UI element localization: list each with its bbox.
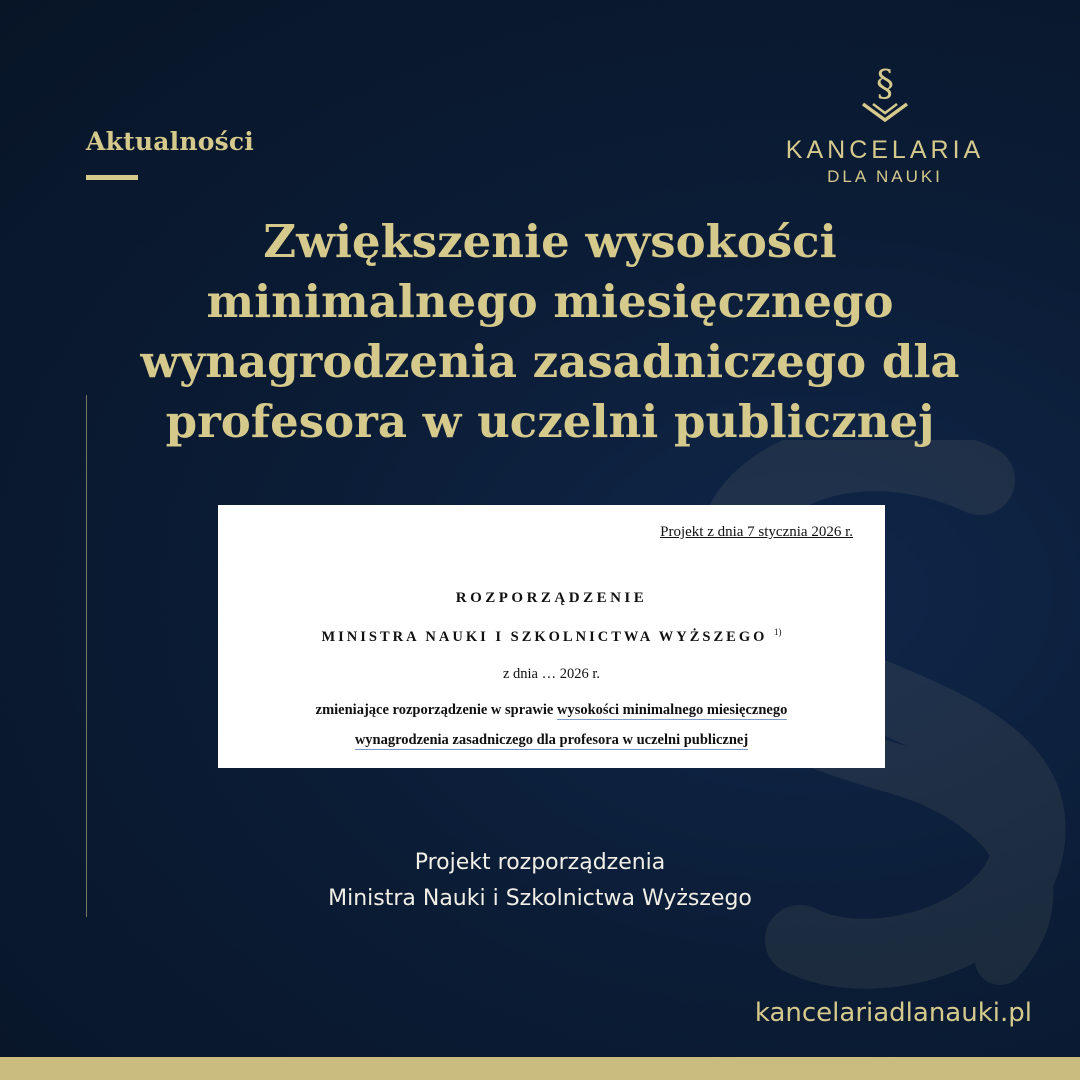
document-subject-line-2 xyxy=(218,732,885,749)
logo-subtitle: DLA NAUKI xyxy=(827,167,943,186)
headline xyxy=(100,212,1000,452)
document-draft-date: Projekt z dnia 7 stycznia 2026 r. xyxy=(660,524,853,540)
subtitle xyxy=(0,845,1080,917)
footnote-marker: 1) xyxy=(774,627,782,637)
subtitle-line: Projekt rozporządzenia xyxy=(414,850,666,875)
headline-line: Zwiększenie wysokości xyxy=(263,215,837,268)
vertical-divider xyxy=(86,395,87,917)
section-label: Aktualności xyxy=(86,127,254,156)
document-subject-highlight: wynagrodzenia zasadniczego dla profesora w uczelni publicznej xyxy=(354,732,749,748)
bottom-accent-bar xyxy=(0,1057,1080,1080)
subtitle-line: Ministra Nauki i Szkolnictwa Wyższego xyxy=(328,886,752,911)
document-subject-line-1 xyxy=(218,702,885,719)
section-underline xyxy=(86,175,138,180)
headline-line: profesora w uczelni publicznej xyxy=(165,395,935,448)
document-title: ROZPORZĄDZENIE xyxy=(455,590,648,606)
brand-logo xyxy=(770,60,1000,187)
document-minister-name: MINISTRA NAUKI I SZKOLNICTWA WYŻSZEGO xyxy=(321,628,768,645)
svg-text:§: § xyxy=(876,64,894,105)
document-date-line: z dnia … 2026 r. xyxy=(502,666,601,682)
document-subject-highlight: wysokości minimalnego miesięcznego xyxy=(556,702,788,718)
section-sign-book-icon xyxy=(859,60,911,126)
logo-name: KANCELARIA xyxy=(785,136,985,164)
headline-line: minimalnego miesięcznego xyxy=(206,275,894,328)
document-excerpt xyxy=(218,505,885,768)
headline-line: wynagrodzenia zasadniczego dla xyxy=(140,335,960,388)
website-link[interactable]: kancelariadlanauki.pl xyxy=(754,998,1032,1028)
document-minister xyxy=(218,627,885,646)
document-subject-prefix: zmieniające rozporządzenie w sprawie xyxy=(315,702,554,718)
